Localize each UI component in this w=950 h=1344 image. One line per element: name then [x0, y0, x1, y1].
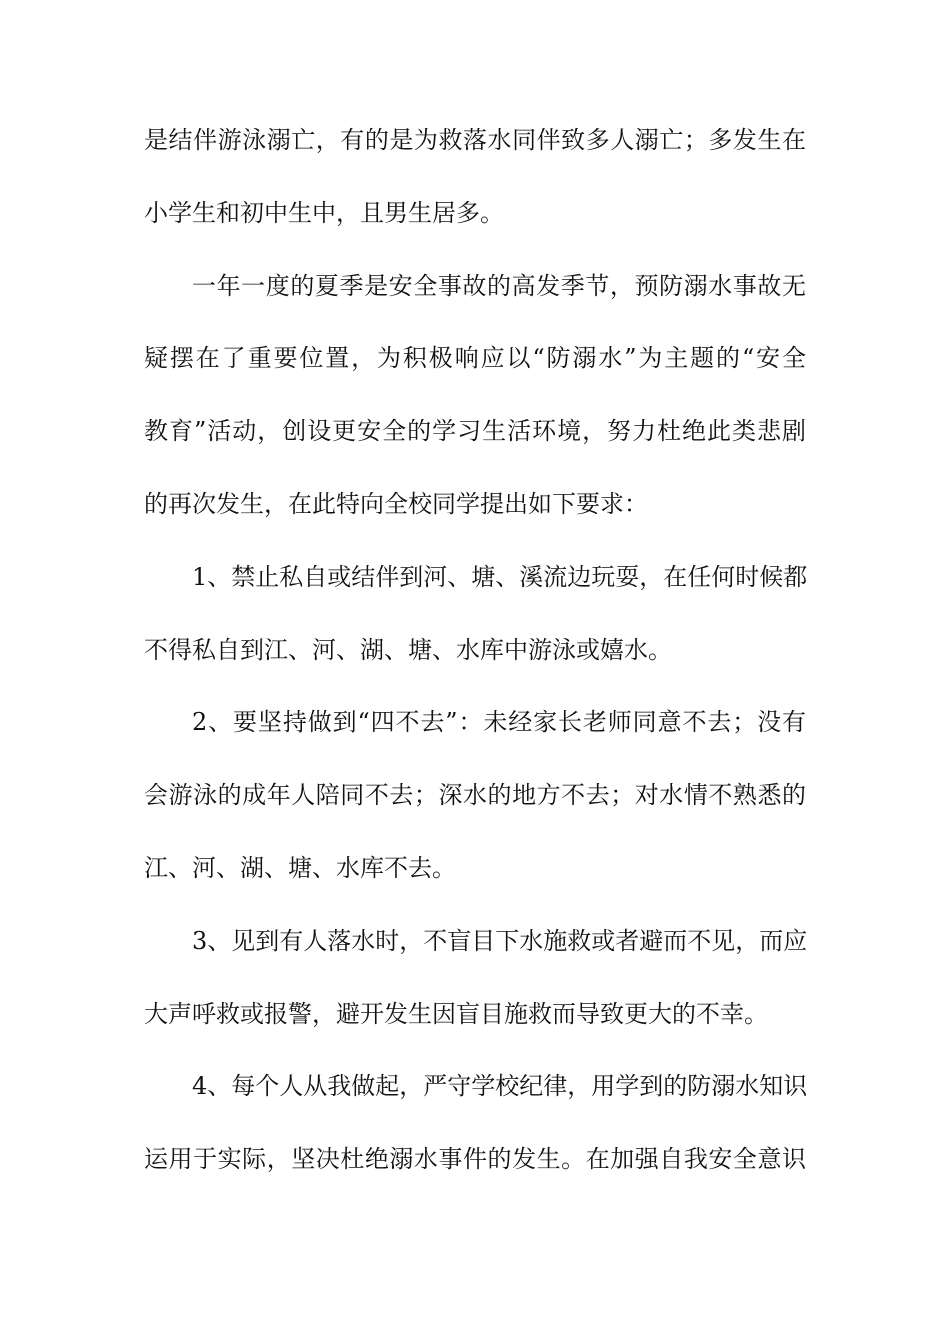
text-line: 运用于实际，坚决杜绝溺水事件的发生。在加强自我安全意识 — [144, 1145, 806, 1174]
text-line: 疑摆在了重要位置，为积极响应以“防溺水”为主题的“安全 — [144, 344, 806, 373]
document-body — [144, 122, 806, 1214]
text-line: 的再次发生，在此特向全校同学提出如下要求： — [144, 489, 648, 518]
text-line: 江、河、湖、塘、水库不去。 — [144, 853, 456, 882]
list-item-1-first-line: 1、禁止私自或结伴到河、塘、溪流边玩耍，在任何时候都 — [192, 562, 808, 591]
list-item-3-first-line: 3、见到有人落水时，不盲目下水施救或者避而不见，而应 — [192, 926, 808, 955]
text-line: 是结伴游泳溺亡，有的是为救落水同伴致多人溺亡；多发生在 — [144, 126, 806, 154]
text-line: 会游泳的成年人陪同不去；深水的地方不去；对水情不熟悉的 — [144, 781, 806, 810]
text-line: 不得私自到江、河、湖、塘、水库中游泳或嬉水。 — [144, 635, 672, 664]
text-line: 教育”活动，创设更安全的学习生活环境，努力杜绝此类悲剧 — [144, 417, 806, 446]
paragraph-first-line: 一年一度的夏季是安全事故的高发季节，预防溺水事故无 — [192, 271, 806, 300]
text-line: 小学生和初中生中，且男生居多。 — [144, 198, 504, 227]
text-line: 大声呼救或报警，避开发生因盲目施救而导致更大的不幸。 — [144, 999, 768, 1028]
list-item-4-first-line: 4、每个人从我做起，严守学校纪律，用学到的防溺水知识 — [192, 1072, 808, 1101]
list-item-2-first-line: 2、要坚持做到“四不去”：未经家长老师同意不去；没有 — [192, 708, 806, 737]
